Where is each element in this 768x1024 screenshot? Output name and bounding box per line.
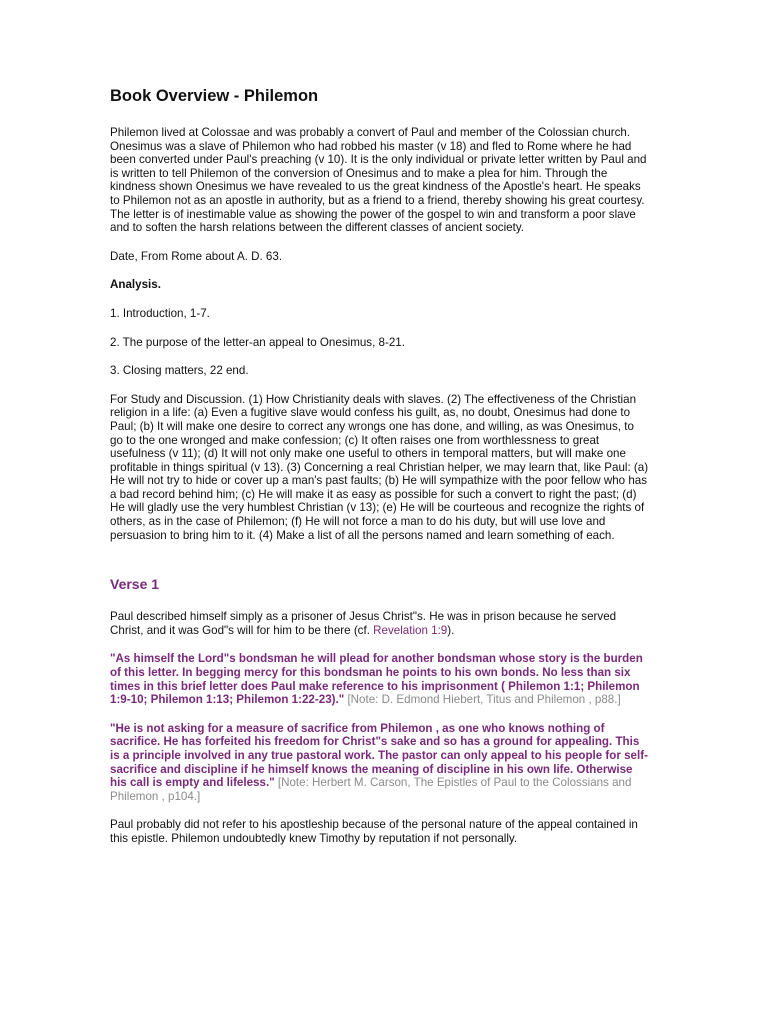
quote-carson-text: "He is not asking for a measure of sacrifice from Philemon , as one who knows nothing of sacrifice. He has forfeited his freedom for Christ"s sake and so has a ground for appealing. This is a principle involved in any true pastoral work. The pastor can only appeal to his people for self-sacrifice and discipline if he himself knows the meaning of discipline in his own life. Otherwise his call is empty and lifeless." (110, 721, 648, 790)
verse-text-pre: Paul described himself simply as a prisoner of Jesus Christ"s. He was in prison because he served Christ, and it was God"s will for him to be there (cf. (110, 610, 617, 637)
document-page (110, 86, 650, 861)
quote-hiebert (110, 652, 650, 706)
verse-text-post: ). (447, 623, 455, 637)
analysis-item-2: 2. The purpose of the letter-an appeal to Onesimus, 8-21. (110, 335, 405, 349)
analysis-item-3: 3. Closing matters, 22 end. (110, 364, 249, 378)
page-title: Book Overview - Philemon (110, 87, 319, 105)
closing-paragraph: Paul probably did not refer to his apostleship because of the personal nature of the appeal contained in this epistle. Philemon undoubtedly knew Timothy by reputation if not personally. (110, 818, 638, 845)
quote-hiebert-text: "As himself the Lord"s bondsman he will plead for another bondsman whose story is the burden of this letter. In begging mercy for this bondsman he points to his own bonds. No less than six times in this brief letter does Paul make reference to his imprisonment ( Philemon 1:1; Philemon 1:9-10; Philemon 1:13; Philemon 1:22-23)." (110, 652, 643, 707)
intro-paragraph: Philemon lived at Colossae and was probably a convert of Paul and member of the Colossian church. Onesimus was a slave of Philemon who had robbed his master (v 18) and fled to Rome where he had been converted under Paul's preaching (v 10). It is the only individual or private letter written by Paul and is written to tell Philemon of the conversion of Onesimus and to make a plea for him. Through the kindness shown Onesimus we have revealed to us the great kindness of the Apostle's heart. He speaks to Philemon not as an apostle in authority, but as a friend to a friend, thereby showing his great courtesy. The letter is of inestimable value as showing the power of the gospel to win and transform a poor slave and to soften the harsh relations between the different classes of ancient society. (110, 126, 647, 235)
verse-paragraph (110, 610, 650, 637)
analysis-item-1: 1. Introduction, 1-7. (110, 306, 210, 320)
date-paragraph: Date, From Rome about A. D. 63. (110, 249, 283, 263)
revelation-link[interactable]: Revelation 1:9 (373, 623, 448, 637)
study-paragraph: For Study and Discussion. (1) How Christianity deals with slaves. (2) The effectiveness of the Christian religion in a life: (a) Even a fugitive slave would confess his guilt, as, no doubt, Onesimus had done to Paul; (b) It will make one desire to correct any wrongs one has done, and willing, as was Onesimus, to go to the one wronged and make confession; (c) It often raises one from worthlessness to great usefulness (v 11); (d) It will not only make one useful to others in temporal matters, but will make one profitable in things spiritual (v 13). (3) Concerning a real Christian helper, we may learn that, like Paul: (a) He will not try to hide or cover up a man's past faults; (b) He will sympathize with the poor fellow who has a bad record behind him; (c) He will make it as easy as possible for such a convert to right the past; (d) He will gladly use the very humblest Christian (v 13); (e) He will be courteous and recognize the rights of others, as in the case of Philemon; (f) He will not force a man to do his duty, but will use love and persuasion to bring him to it. (4) Make a list of all the persons named and learn something of each. (110, 392, 649, 542)
quote-hiebert-note: [Note: D. Edmond Hiebert, Titus and Philemon , p88.] (344, 693, 621, 707)
quote-carson-note: [Note: Herbert M. Carson, The Epistles of Paul to the Colossians and Philemon , p104.] (110, 776, 632, 803)
verse-heading: Verse 1 (110, 576, 160, 593)
quote-carson (110, 722, 650, 804)
analysis-heading: Analysis. (110, 278, 161, 292)
